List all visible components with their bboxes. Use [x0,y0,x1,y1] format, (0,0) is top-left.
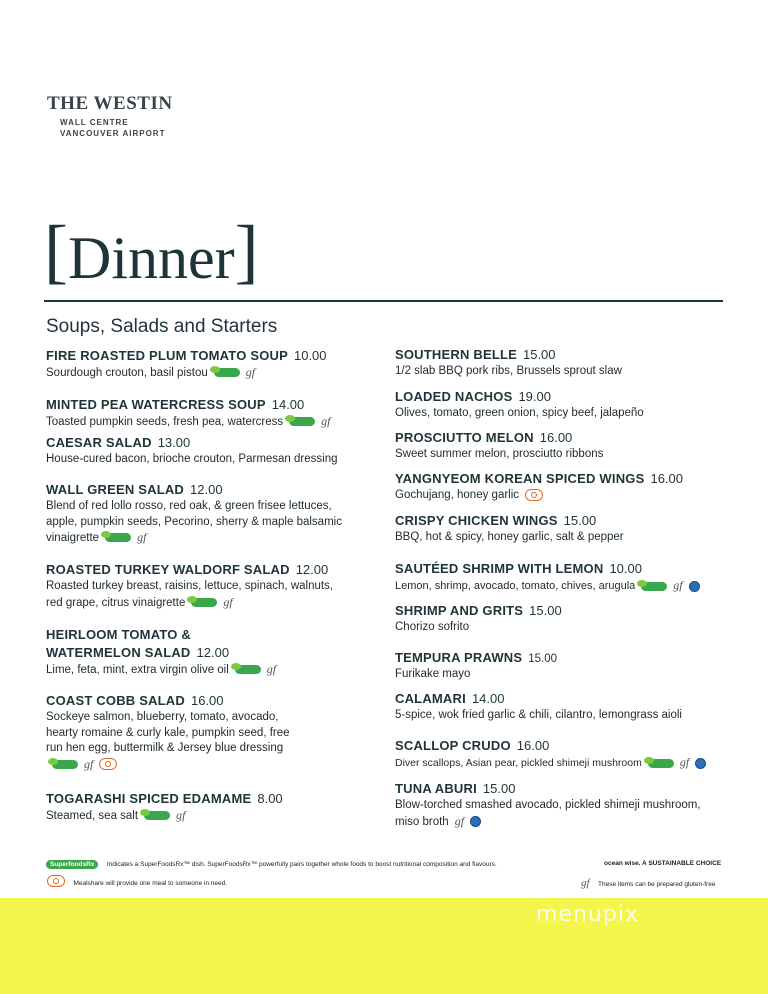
menu-item [46,347,376,382]
item-desc: Toasted pumpkin seeds, fresh pea, watercress [46,416,284,428]
item-name: CALAMARI [395,691,466,706]
item-name: SHRIMP AND GRITS [395,603,524,618]
menu-item [395,512,725,546]
menu-item [395,429,725,463]
gluten-free-icon: gf [673,578,683,592]
brand-line-2: VANCOUVER AIRPORT [60,129,166,138]
item-price: 15.00 [529,603,562,618]
superfoods-icon [214,368,240,377]
mealshare-icon [99,758,117,770]
menu-item [395,470,725,504]
page-title [44,211,259,291]
menu-item [395,388,725,422]
item-price: 12.00 [196,645,230,660]
legend-superfoods-text: Indicates a SuperFoodsRx™ dish. SuperFoodsRx™ powerfully pairs together whole foods to boost nutritional composition and flavours. [106,861,497,868]
ocean-wise-icon [689,581,700,592]
item-desc: Diver scallops, Asian pear, pickled shimeji mushroom [395,757,642,769]
item-name: FIRE ROASTED PLUM TOMATO SOUP [46,348,288,363]
item-desc: Steamed, sea salt [46,810,139,822]
legend-gluten-free-text: These items can be prepared gluten-free [598,881,716,888]
item-desc: BBQ, hot & spicy, honey garlic, salt & pepper [395,531,624,543]
item-price: 10.00 [293,348,327,363]
brand-line-1: WALL CENTRE [60,118,129,127]
menu-item [46,396,376,431]
gluten-free-icon: gf [137,530,147,544]
item-desc: Blend of red lollo rosso, red oak, & green frisee lettuces, apple, pumpkin seeds, Pecorino, sherry & maple balsamic vinaigrette [46,500,342,544]
item-price: 15.00 [482,781,516,796]
item-price: 16.00 [539,430,573,445]
item-name: MINTED PEA WATERCRESS SOUP [46,397,266,412]
ocean-wise-logo: ocean wise. A SUSTAINABLE CHOICE [604,860,722,867]
legend-superfoods [46,853,497,871]
item-desc: Blow-torched smashed avocado, pickled shimeji mushroom, miso broth [395,799,701,828]
menu-item [46,692,298,773]
item-desc: Chorizo sofrito [395,621,470,633]
menu-item [46,626,277,679]
superfoods-logo: SuperfoodsRx [46,860,98,869]
item-price: 14.00 [471,691,505,706]
item-name: SOUTHERN BELLE [395,347,517,362]
gluten-free-icon: gf [84,756,94,771]
gluten-free-icon: gf [266,662,277,676]
item-name: SCALLOP CRUDO [395,738,511,753]
ocean-wise-icon [470,816,481,827]
legend-ocean-wise [604,852,721,870]
item-price: 15.00 [563,513,597,528]
menu-item [395,346,725,380]
gluten-free-icon: gf [454,813,465,828]
menu-item [395,560,735,595]
item-name: PROSCIUTTO MELON [395,430,534,445]
item-desc: Sweet summer melon, prosciutto ribbons [395,448,604,460]
item-desc: Gochujang, honey garlic [395,489,520,501]
item-name: TOGARASHI SPICED EDAMAME [46,791,252,806]
item-desc: House-cured bacon, brioche crouton, Parmesan dressing [46,453,338,465]
item-name: YANGNYEOM KOREAN SPICED WINGS [395,471,645,486]
mealshare-icon [47,875,65,887]
watermark: menupix [536,902,639,927]
superfoods-icon [648,759,674,768]
item-desc: Sockeye salmon, blueberry, tomato, avocado, hearty romaine & curly kale, pumpkin seed, free run hen egg, buttermilk & Jersey blue dressing [46,711,290,754]
ocean-wise-icon [695,758,706,769]
superfoods-icon [641,582,667,591]
menu-item [395,780,725,830]
item-name: COAST COBB SALAD [46,693,185,708]
gluten-free-icon: gf [581,877,590,889]
title-rule [44,300,723,302]
item-desc: 1/2 slab BBQ pork ribs, Brussels sprout slaw [395,365,622,377]
item-desc: Roasted turkey breast, raisins, lettuce, spinach, walnuts, red grape, citrus vinaigrette [46,580,334,609]
menu-item [46,434,376,468]
item-name: CAESAR SALAD [46,435,152,450]
item-price: 10.00 [609,561,642,576]
yellow-band [0,898,768,994]
item-name: LOADED NACHOS [395,389,513,404]
legend-gluten-free [581,873,715,891]
item-price: 15.00 [528,653,558,665]
item-name: SAUTÉED SHRIMP WITH LEMON [395,561,604,576]
legend-mealshare [47,872,227,890]
bracket-left: [ [44,211,68,291]
superfoods-icon [191,598,217,607]
item-price: 16.00 [650,471,684,486]
item-price: 16.00 [190,693,224,708]
item-name: WALL GREEN SALAD [46,482,185,497]
section-title: Soups, Salads and Starters [46,316,278,337]
item-desc: Lime, feta, mint, extra virgin olive oil [46,664,229,676]
superfoods-icon [52,760,78,769]
superfoods-icon [105,533,131,542]
item-price: 19.00 [518,389,551,404]
menu-item [46,481,366,547]
menu-item [395,737,735,772]
gluten-free-icon: gf [321,414,331,428]
item-name: TUNA ABURI [395,781,477,796]
menu-item [46,790,376,825]
item-price: 16.00 [516,738,550,753]
superfoods-icon [289,417,315,426]
item-price: 14.00 [271,397,305,412]
item-name: CRISPY CHICKEN WINGS [395,513,558,528]
superfoods-icon [144,811,170,820]
item-desc: Furikake mayo [395,668,471,680]
legend-mealshare-text: Mealshare will provide one meal to someone in need. [73,880,228,887]
title-text: Dinner [67,225,235,291]
item-desc: Olives, tomato, green onion, spicy beef, jalapeño [395,407,644,419]
gluten-free-icon: gf [245,365,256,379]
superfoods-icon [235,665,261,674]
gluten-free-icon: gf [679,755,690,769]
gluten-free-icon: gf [223,594,233,609]
menu-item [395,649,725,683]
item-desc: 5-spice, wok fried garlic & chili, cilantro, lemongrass aioli [395,709,682,721]
item-price: 13.00 [157,435,191,450]
menu-item [395,602,725,636]
item-price: 8.00 [257,791,283,806]
item-name: HEIRLOOM TOMATO & WATERMELON SALAD [46,627,191,660]
brand-logo: THE WESTIN [47,93,173,114]
item-price: 12.00 [295,562,329,577]
mealshare-icon [525,489,543,501]
menu-item [46,561,346,611]
gluten-free-icon: gf [176,808,186,822]
item-name: ROASTED TURKEY WALDORF SALAD [46,562,290,577]
item-name: TEMPURA PRAWNS [395,650,523,665]
item-desc: Lemon, shrimp, avocado, tomato, chives, arugula [395,580,636,592]
menu-item [395,690,740,724]
item-price: 12.00 [190,482,223,497]
bracket-right: ] [234,211,259,291]
item-desc: Sourdough crouton, basil pistou [46,367,208,379]
item-price: 15.00 [522,347,556,362]
